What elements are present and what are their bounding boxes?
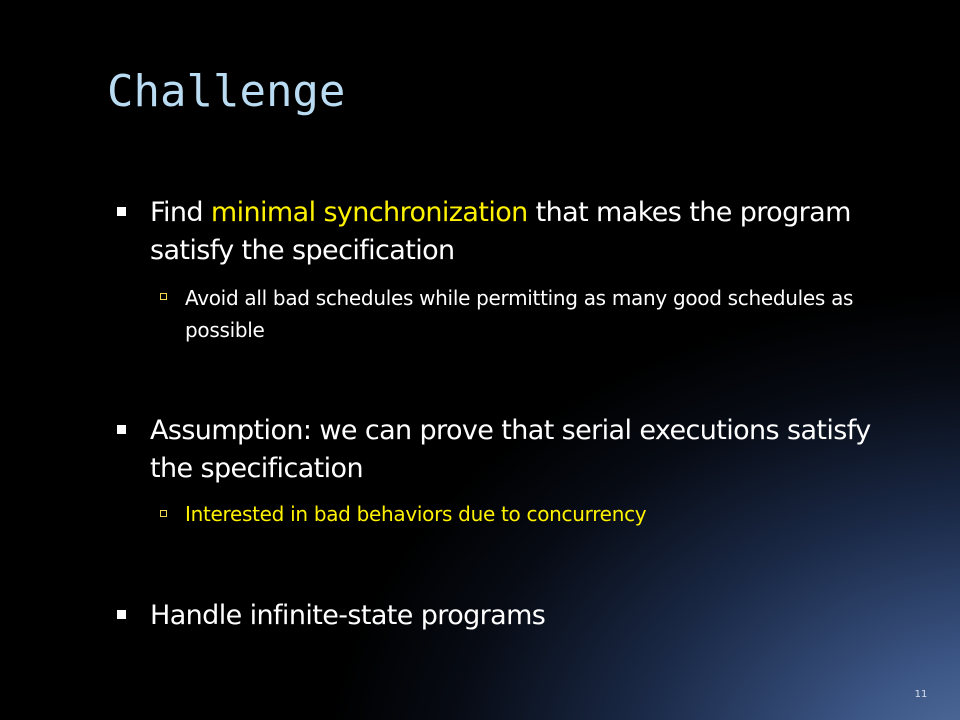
hollow-square-bullet-icon — [160, 510, 167, 517]
highlighted-phrase: minimal synchronization — [210, 197, 528, 228]
bullet-item — [150, 194, 910, 270]
slide-number: 11 — [914, 689, 928, 700]
sub-bullet-item: Avoid all bad schedules while permitting as many good schedules as possible — [185, 286, 854, 342]
bullet-item: Handle infinite-state programs — [150, 600, 546, 631]
sub-bullet-item: Interested in bad behaviors due to concurrency — [185, 502, 647, 526]
bullet-text-start: Find — [150, 197, 211, 228]
square-bullet-icon — [117, 610, 126, 619]
bullet-item: Assumption: we can prove that serial executions satisfy the specification — [150, 415, 871, 484]
slide-title: Challenge — [107, 66, 346, 117]
square-bullet-icon — [117, 207, 126, 216]
hollow-square-bullet-icon — [160, 293, 167, 300]
square-bullet-icon — [117, 425, 126, 434]
bullet-text-end: that makes the program satisfy the specification — [150, 197, 851, 266]
